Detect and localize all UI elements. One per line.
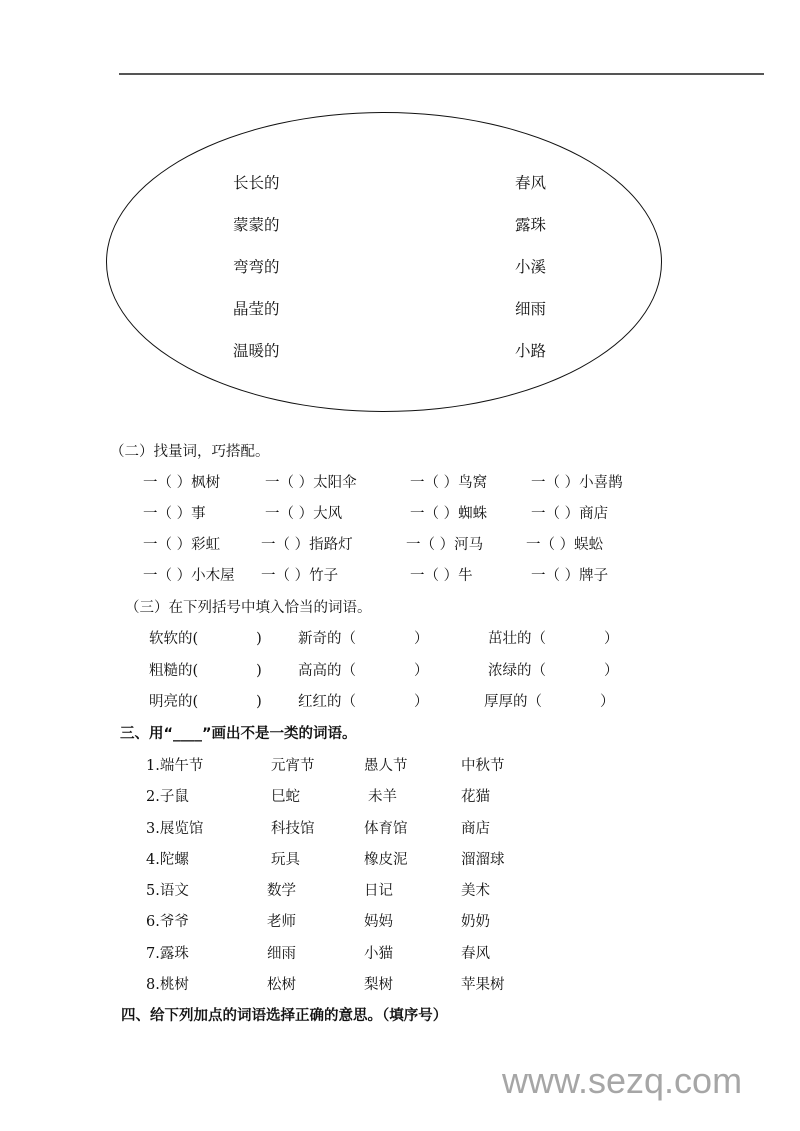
odd-one-out-item: 愚人节 <box>364 758 408 774</box>
measure-word-item: 一（ ）河马 <box>406 537 484 553</box>
odd-one-out-item: 数学 <box>267 883 296 899</box>
odd-one-out-item: 花猫 <box>461 789 490 805</box>
ellipse-right-word: 小路 <box>515 342 547 360</box>
odd-one-out-item: 2.子鼠 <box>146 789 189 805</box>
fill-blank-item: 高高的（ ） <box>298 663 429 679</box>
ellipse-left-word: 长长的 <box>233 174 280 192</box>
part-4-title: 四、给下列加点的词语选择正确的意思。（填序号） <box>121 1008 448 1024</box>
ellipse-right-word: 细雨 <box>515 300 547 318</box>
ellipse-right-word: 春风 <box>515 174 547 192</box>
odd-one-out-item: 玩具 <box>271 852 300 868</box>
fill-blank-item: 浓绿的（ ） <box>488 663 619 679</box>
ellipse-left-word: 温暖的 <box>233 342 280 360</box>
section-3-title: （三）在下列括号中填入恰当的词语。 <box>125 600 372 616</box>
odd-one-out-item: 6.爷爷 <box>146 914 189 930</box>
odd-one-out-item: 松树 <box>267 977 296 993</box>
word-matching-ellipse <box>106 112 662 412</box>
odd-one-out-item: 巳蛇 <box>271 789 300 805</box>
odd-one-out-item: 5.语文 <box>146 883 189 899</box>
ellipse-left-word: 蒙蒙的 <box>233 216 280 234</box>
ellipse-left-word: 晶莹的 <box>233 300 280 318</box>
fill-blank-item: 明亮的( ) <box>149 694 262 710</box>
odd-one-out-item: 未羊 <box>368 789 397 805</box>
measure-word-item: 一（ ）枫树 <box>143 475 221 491</box>
measure-word-item: 一（ ）大风 <box>265 506 343 522</box>
odd-one-out-item: 美术 <box>461 883 490 899</box>
odd-one-out-item: 中秋节 <box>461 758 505 774</box>
measure-word-item: 一（ ）牛 <box>410 568 473 584</box>
measure-word-item: 一（ ）小木屋 <box>143 568 235 584</box>
fill-blank-item: 粗糙的( ) <box>149 663 262 679</box>
measure-word-item: 一（ ）小喜鹊 <box>531 475 623 491</box>
odd-one-out-item: 8.桃树 <box>146 977 189 993</box>
odd-one-out-item: 溜溜球 <box>461 852 505 868</box>
odd-one-out-item: 日记 <box>364 883 393 899</box>
odd-one-out-item: 小猫 <box>364 946 393 962</box>
measure-word-item: 一（ ）指路灯 <box>261 537 353 553</box>
odd-one-out-item: 4.陀螺 <box>146 852 189 868</box>
ellipse-left-word: 弯弯的 <box>233 258 280 276</box>
odd-one-out-item: 奶奶 <box>461 914 490 930</box>
odd-one-out-item: 橡皮泥 <box>364 852 408 868</box>
odd-one-out-item: 梨树 <box>364 977 393 993</box>
odd-one-out-item: 3.展览馆 <box>146 821 204 837</box>
measure-word-item: 一（ ）牌子 <box>531 568 609 584</box>
watermark: www.sezq.com <box>502 1060 743 1101</box>
odd-one-out-item: 1.端午节 <box>146 758 204 774</box>
odd-one-out-item: 妈妈 <box>364 914 393 930</box>
fill-blank-item: 红红的（ ） <box>298 694 429 710</box>
odd-one-out-item: 7.露珠 <box>146 946 189 962</box>
section-2-title: （二）找量词，巧搭配。 <box>110 444 270 460</box>
odd-one-out-item: 苹果树 <box>461 977 505 993</box>
measure-word-item: 一（ ）蜘蛛 <box>410 506 488 522</box>
measure-word-item: 一（ ）事 <box>143 506 206 522</box>
header-rule <box>119 73 764 75</box>
odd-one-out-item: 细雨 <box>267 946 296 962</box>
fill-blank-item: 软软的( ) <box>149 631 262 647</box>
fill-blank-item: 厚厚的（ ） <box>484 694 615 710</box>
odd-one-out-item: 元宵节 <box>271 758 315 774</box>
measure-word-item: 一（ ）蜈蚣 <box>526 537 604 553</box>
ellipse-right-word: 小溪 <box>515 258 547 276</box>
fill-blank-item: 新奇的（ ） <box>298 631 429 647</box>
measure-word-item: 一（ ）鸟窝 <box>410 475 488 491</box>
odd-one-out-item: 体育馆 <box>364 821 408 837</box>
measure-word-item: 一（ ）太阳伞 <box>265 475 357 491</box>
part-3-title: 三、用“____”画出不是一类的词语。 <box>120 726 357 742</box>
measure-word-item: 一（ ）竹子 <box>261 568 339 584</box>
fill-blank-item: 茁壮的（ ） <box>488 631 619 647</box>
odd-one-out-item: 科技馆 <box>271 821 315 837</box>
odd-one-out-item: 商店 <box>461 821 490 837</box>
measure-word-item: 一（ ）商店 <box>531 506 609 522</box>
odd-one-out-item: 老师 <box>267 914 296 930</box>
odd-one-out-item: 春风 <box>461 946 490 962</box>
ellipse-right-word: 露珠 <box>515 216 547 234</box>
measure-word-item: 一（ ）彩虹 <box>143 537 221 553</box>
